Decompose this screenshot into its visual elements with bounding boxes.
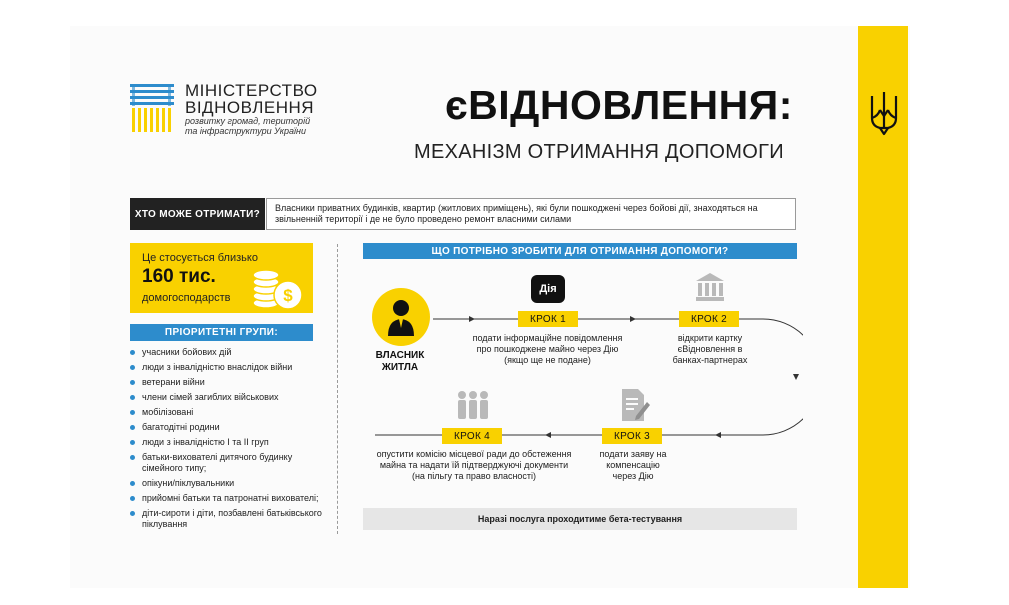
list-item [130,478,330,489]
priority-item-text: люди з інвалідністю I та II груп [142,437,269,447]
step-4-label: КРОК 4 [442,428,502,444]
priority-item-text: батьки-вихователі дитячого будинку сімейного типу; [142,452,293,473]
bullet-icon [130,395,135,400]
list-item [130,392,330,403]
page-subtitle: МЕХАНІЗМ ОТРИМАННЯ ДОПОМОГИ [414,141,784,163]
priority-item-text: члени сімей загиблих військових [142,392,279,402]
who-can-description [266,198,796,230]
bullet-icon [130,440,135,445]
priority-groups-list [130,347,330,534]
person-icon [386,298,416,336]
bullet-icon [130,455,135,460]
ministry-name-line1: МІНІСТЕРСТВО [185,81,318,100]
ministry-sub-line2: та інфраструктури України [185,126,307,136]
steps-heading: ЩО ПОТРІБНО ЗРОБИТИ ДЛЯ ОТРИМАННЯ ДОПОМОГИ? [363,243,797,259]
step-4-line1: опустити комісію місцевої ради до обстеження [376,449,572,459]
who-text-line2: звільненній території і де не було проведено ремонт власними силами [275,214,572,224]
priority-item-text: опікуни/піклувальники [142,478,235,488]
step-1-line2: про пошкоджене майно через Дію [476,344,619,354]
priority-item-text: мобілізовані [142,407,194,417]
step-4-line3: (на пільгу та право власності) [411,471,537,481]
list-item [130,452,330,474]
group-people-icon [456,390,490,420]
bullet-icon [130,365,135,370]
step-2-line1: відкрити картку [677,333,743,343]
priority-item-text: багатодітні родини [142,422,220,432]
who-text-line1: Власники приватних будинків, квартир (житлових приміщень), які були пошкоджені через бойові дії, знаходяться на [275,203,758,213]
list-item [130,377,330,388]
ministry-subtitle [185,116,310,136]
step-3-line1: подати заяву на [599,449,667,459]
bullet-icon [130,380,135,385]
step-1-line3: (якщо ще не подане) [504,355,591,365]
list-item [130,407,330,418]
step-3-line3: через Дію [612,471,654,481]
owner-label [365,350,435,374]
priority-item-text: ветерани війни [142,377,205,387]
bullet-icon [130,410,135,415]
ministry-name-line2: ВІДНОВЛЕННЯ [185,98,315,117]
page-title: єВІДНОВЛЕННЯ: [445,82,793,128]
list-item [130,437,330,448]
step-2-label: КРОК 2 [679,311,739,327]
list-item [130,347,330,358]
ministry-logo-icon [130,84,174,132]
ministry-sub-line1: розвитку громад, територій [185,116,311,126]
owner-line2: ЖИТЛА [381,362,419,373]
bullet-icon [130,496,135,501]
list-item [130,362,330,373]
stat-unit: домогосподарств [142,292,231,304]
priority-item-text: прийомні батьки та патронатні вихователі; [142,493,319,503]
list-item [130,422,330,433]
who-can-label: ХТО МОЖЕ ОТРИМАТИ? [130,198,265,230]
step-2-line3: банках-партнерах [672,355,748,365]
column-divider [337,244,338,534]
beta-notice: Наразі послуга проходитиме бета-тестування [363,508,797,530]
bank-icon [695,272,725,302]
stat-number: 160 тис. [142,266,216,287]
step-3-label: КРОК 3 [602,428,662,444]
owner-line1: ВЛАСНИК [375,350,425,361]
step-3-text [583,449,683,482]
ministry-name [185,82,318,116]
step-4-line2: майна та надати їй підтверджуючі документи [379,460,569,470]
diia-app-icon: Дія [531,275,565,303]
priority-item-text: діти-сироти і діти, позбавлені батьківського піклування [142,508,322,529]
step-3-line2: компенсацію [606,460,660,470]
step-2-line2: єВідновлення в [677,344,743,354]
stat-intro: Це стосується близько [142,252,258,264]
priority-item-text: учасники бойових дій [142,347,232,357]
bullet-icon [130,511,135,516]
step-1-label: КРОК 1 [518,311,578,327]
step-2-text [660,333,760,366]
step-1-line1: подати інформаційне повідомлення [472,333,623,343]
priority-item-text: люди з інвалідністю внаслідок війни [142,362,293,372]
document-pen-icon [620,388,650,422]
svg-text:$: $ [283,286,293,305]
bullet-icon [130,481,135,486]
priority-groups-heading: ПРІОРИТЕТНІ ГРУПИ: [130,324,313,341]
trident-emblem-icon [868,88,900,136]
bullet-icon [130,350,135,355]
list-item [130,508,330,530]
bullet-icon [130,425,135,430]
list-item [130,493,330,504]
step-1-text [440,333,655,366]
coins-icon [252,263,304,311]
step-4-text [356,449,592,482]
